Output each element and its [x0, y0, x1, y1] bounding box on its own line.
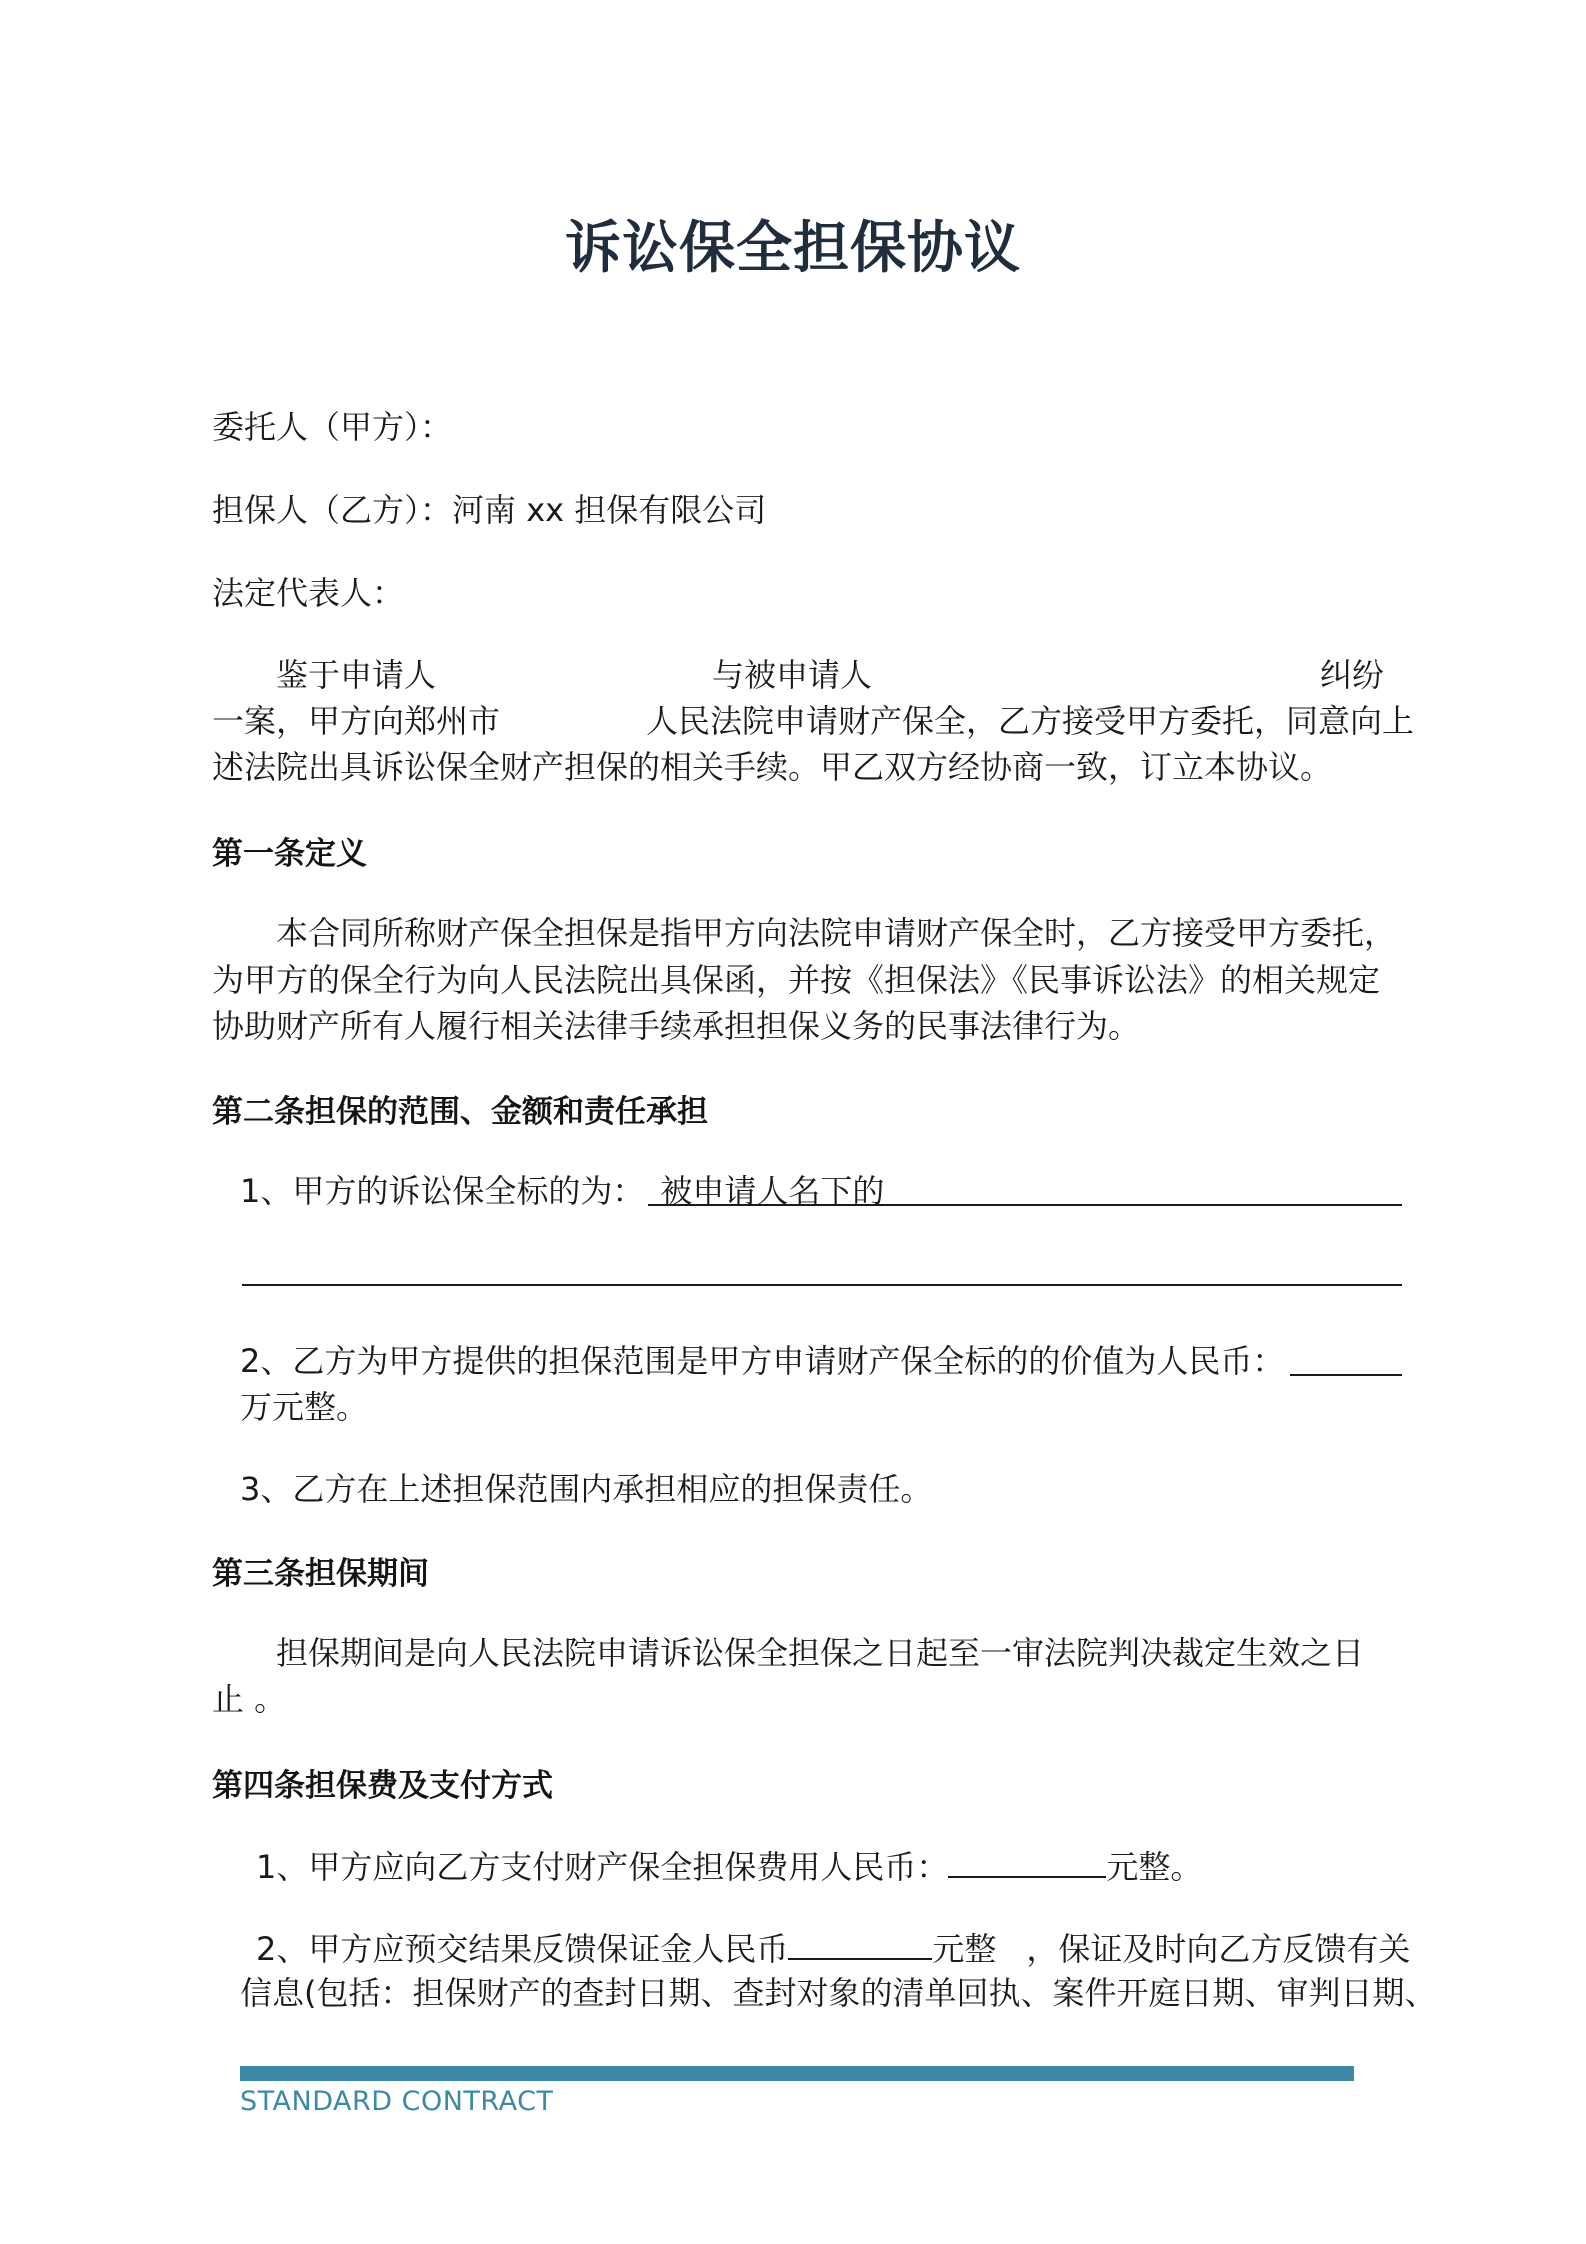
article-2-item-1 [240, 1168, 1432, 1214]
article-1-heading: 第一条定义 [212, 836, 367, 872]
subject-continuation-line [242, 1284, 1402, 1286]
deposit-blank [788, 1924, 932, 1960]
deposit-condition: ，保证及时向乙方反馈有关 [1026, 1930, 1411, 1968]
legal-rep-line [212, 570, 1404, 616]
guarantor-line [212, 487, 1404, 533]
subject-label: 1、甲方的诉讼保全标的为： [240, 1172, 645, 1210]
guarantee-amount-text: 2、乙方为甲方提供的担保范围是甲方申请财产保全标的的价值为人民币： [240, 1342, 1285, 1380]
fee-text: 1、甲方应向乙方支付财产保全担保费用人民币： [256, 1848, 949, 1886]
subject-value: 被申请人名下的 [660, 1172, 885, 1210]
article-4-item-2-line-1 [256, 1924, 1448, 1972]
article-4-heading: 第四条担保费及支付方式 [212, 1768, 553, 1804]
guarantee-amount-blank [1290, 1374, 1402, 1376]
article-2-item-2-line-2: 万元整。 [240, 1388, 369, 1426]
preamble-court: 人民法院申请财产保全，乙方接受甲方委托，同意向上 [646, 702, 1415, 740]
article-1-line-1: 本合同所称财产保全担保是指甲方向法院申请财产保全时，乙方接受甲方委托， [276, 914, 1397, 952]
preamble-respondent: 与被申请人 [712, 656, 873, 694]
article-3-heading: 第三条担保期间 [212, 1556, 429, 1592]
legal-rep-label: 法定代表人： [212, 574, 405, 612]
guarantor-label: 担保人（乙方）： [212, 491, 453, 529]
preamble-dispute: 纠纷 [1320, 656, 1385, 694]
fee-unit: 元整。 [1106, 1848, 1203, 1886]
preamble-line-1 [212, 652, 1404, 698]
footer-label: STANDARD CONTRACT [240, 2086, 554, 2117]
preamble-city: 一案，甲方向郑州市 [212, 702, 501, 740]
subject-underline [648, 1204, 1402, 1206]
deposit-text: 2、甲方应预交结果反馈保证金人民币 [256, 1930, 789, 1968]
deposit-unit: 元整 [932, 1930, 997, 1968]
article-2-item-2-line-1 [240, 1338, 1432, 1384]
footer-accent-bar [240, 2066, 1354, 2081]
principal-line [212, 404, 1404, 450]
article-2-heading: 第二条担保的范围、金额和责任承担 [212, 1094, 708, 1130]
preamble-line-2 [212, 698, 1415, 744]
principal-label: 委托人（甲方）： [212, 408, 453, 446]
article-4-item-1 [256, 1842, 1448, 1890]
article-2-item-3: 3、乙方在上述担保范围内承担相应的担保责任。 [240, 1470, 933, 1508]
document-title: 诉讼保全担保协议 [565, 216, 1021, 281]
article-4-item-2-line-2: 信息(包括：担保财产的查封日期、查封对象的清单回执、案件开庭日期、审判日期、 [240, 1974, 1437, 2012]
guarantor-name: 河南 xx 担保有限公司 [452, 491, 767, 529]
article-1-line-3: 协助财产所有人履行相关法律手续承担担保义务的民事法律行为。 [212, 1007, 1141, 1045]
article-3-line-2: 止 。 [212, 1680, 287, 1718]
preamble-line-3: 述法院出具诉讼保全财产担保的相关手续。甲乙双方经协商一致，订立本协议。 [212, 748, 1333, 786]
fee-blank [948, 1842, 1106, 1878]
article-3-line-1: 担保期间是向人民法院申请诉讼保全担保之日起至一审法院判决裁定生效之日 [276, 1634, 1365, 1672]
article-1-line-2: 为甲方的保全行为向人民法院出具保函，并按《担保法》《民事诉讼法》的相关规定 [212, 961, 1381, 999]
preamble-applicant: 鉴于申请人 [276, 656, 437, 694]
